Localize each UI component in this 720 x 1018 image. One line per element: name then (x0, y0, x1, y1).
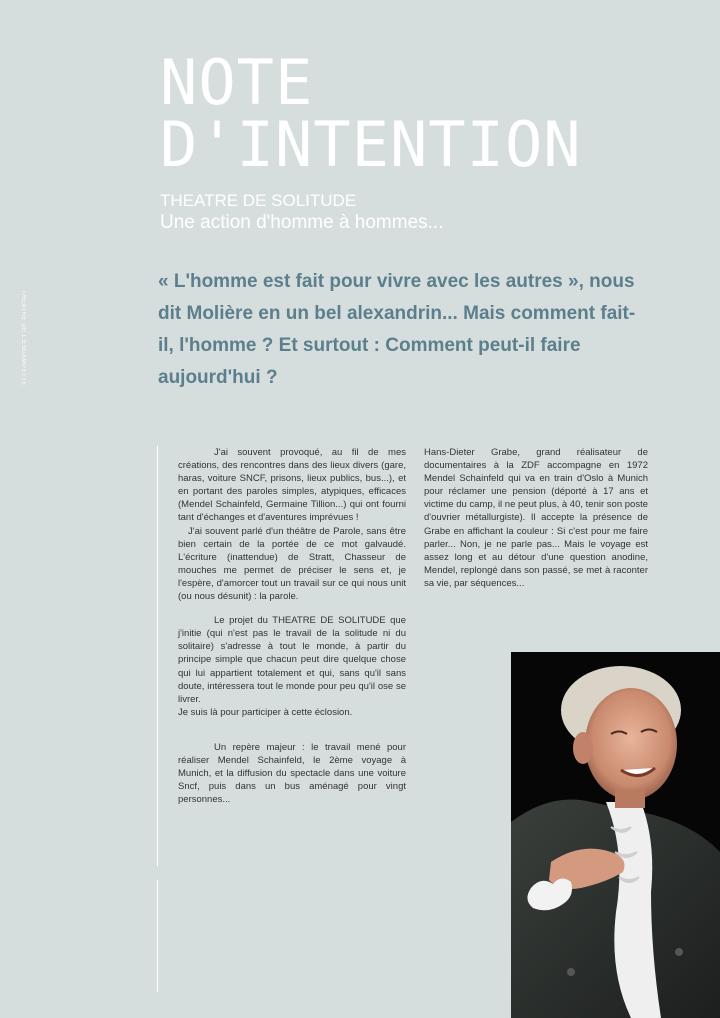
right-column (424, 446, 648, 601)
left-paragraph-5: Un repère majeur : le travail mené pour réaliser Mendel Schainfeld, le 2ème voyage à Munich, et la diffusion du spectacle dans une voiture Sncf, puis dans un bus aménagé pour vingt personnes... (178, 741, 406, 806)
left-column (178, 446, 406, 817)
left-paragraph-3: Le projet du THEATRE DE SOLITUDE que j'initie (qui n'est pas le travail de la solitude ni du solitaire) s'adresse à tout le monde, à partir du principe simple que chacun peut dire quelque chose qui lui appartient totalement et qui, sans qu'il sans doute, intéressera tout le monde pour peu qu'il ose se livrer. (178, 615, 406, 705)
column-divider-bottom (157, 880, 158, 992)
subtitle-line-2: Une action d'homme à hommes... (160, 212, 444, 233)
subtitle-line-1: THEATRE DE SOLITUDE (160, 191, 357, 210)
actor-photo (511, 652, 720, 1018)
right-paragraph-1: Hans-Dieter Grabe, grand réalisateur de documentaires à la ZDF accompagne en 1972 Mendel Schainfeld qui va en train d'Oslo à Munich pour réclamer une pension (déporté à 17 ans et victime du camp, il ne peut plus, à 40, tenir son poste d'ouvrier métallurgiste). Il accepte la présence de Grabe en affichant la couleur : Si c'est pour me faire parler... Non, je ne parle pas... Mais le voyage est assez long et au détour d'une question anodine, Mendel, replongé dans son passé, se met à raconter sa vie, par séquences... (424, 447, 648, 589)
left-paragraph-4: Je suis là pour participer à cette éclosion. (178, 706, 353, 718)
pull-quote: « L'homme est fait pour vivre avec les autres », nous dit Molière en un bel alexandrin... Mais comment fait-il, l'homme ? Et surtout : Comment peut-il faire aujourd'hui ? (158, 271, 636, 388)
left-paragraph-1: J'ai souvent provoqué, au fil de mes créations, des rencontres dans des lieux divers (gare, haras, voiture SNCF, prisons, lieux publics, bus...), et en portant des paroles simples, atypiques, efficaces (Mendel Schainfeld, Germaine Tillion...) qui ont fourni tant d'échanges et d'aventures imprévues ! (178, 447, 406, 524)
title-line-1: NOTE (160, 46, 314, 119)
column-divider-top (157, 446, 158, 866)
actor-photo-illustration (511, 652, 720, 1018)
left-paragraph-2: J'ai souvent parlé d'un théâtre de Parole, sans être bien certain de la portée de ce mot galvaudé. L'écriture (inattendue) de Stratt, Chasseur de mouches me permet de préciser le sens et, je l'espère, d'amorcer tout un travail sur ce qui nous unit (ou nous désunit) : la parole. (178, 525, 406, 603)
side-label: THEATRE DE L'ESCAMPETTE (20, 290, 26, 386)
title-line-2: D'INTENTION (160, 108, 582, 181)
page-title (160, 46, 582, 181)
subtitle (160, 190, 443, 234)
